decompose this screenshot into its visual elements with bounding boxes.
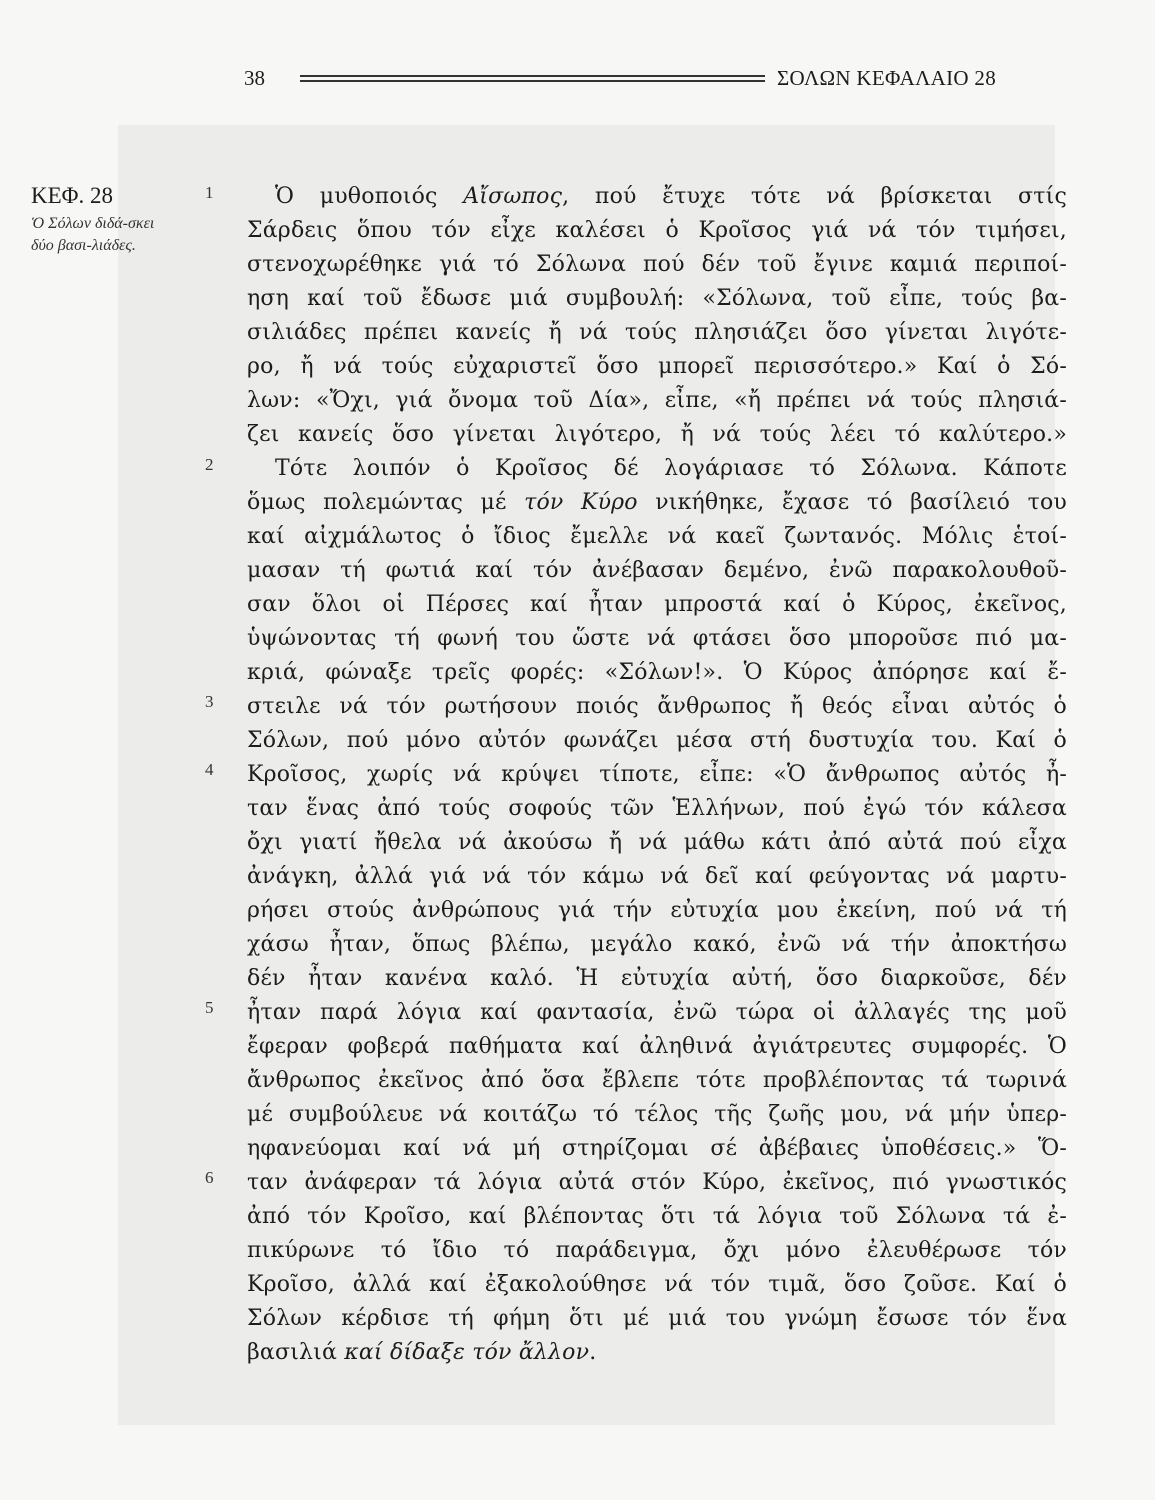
text-line: καί αἰχμάλωτος ὁ ἴδιος ἔμελλε νά καεῖ ζωντανός. Μόλις ἑτοί- xyxy=(247,524,1067,549)
text-line: ηση καί τοῦ ἔδωσε μιά συμβουλή: «Σόλωνα, τοῦ εἶπε, τούς βα- xyxy=(247,286,1067,311)
line-number: 3 xyxy=(205,692,214,711)
text-line: ἄνθρωπος ἐκεῖνος ἀπό ὅσα ἔβλεπε τότε προβλέποντας τά τωρινά xyxy=(247,1068,1067,1093)
text-line: Τότε λοιπόν ὁ Κροῖσος δέ λογάριασε τό Σόλωνα. Κάποτε xyxy=(275,456,1067,481)
chapter-label: ΚΕΦ. 28 xyxy=(31,183,113,208)
line-number: 5 xyxy=(205,998,214,1017)
text-line: ταν ἀνάφεραν τά λόγια αὐτά στόν Κύρο, ἐκεῖνος, πιό γνωστικός xyxy=(247,1170,1067,1195)
text-line: ρήσει στούς ἀνθρώπους γιά τήν εὐτυχία μου ἐκείνη, πού νά τή xyxy=(247,898,1067,923)
text-line: Κροῖσος, χωρίς νά κρύψει τίποτε, εἶπε: «Ὁ ἄνθρωπος αὐτός ἦ- xyxy=(247,762,1067,787)
text-line: στειλε νά τόν ρωτήσουν ποιός ἄνθρωπος ἤ θεός εἶναι αὐτός ὁ xyxy=(247,694,1067,719)
text-line: βασιλιά καί δίδαξε τόν ἄλλον. xyxy=(247,1340,597,1365)
running-head: ΣΟΛΩΝ ΚΕΦΑΛΑΙΟ 28 xyxy=(777,66,997,90)
text-line: κριά, φώναξε τρεῖς φορές: «Σόλων!». Ὁ Κύρος ἀπόρησε καί ἔ- xyxy=(247,660,1067,685)
page-header xyxy=(0,0,1155,120)
text-line: δέν ἦταν κανένα καλό. Ἡ εὐτυχία αὐτή, ὅσο διαρκοῦσε, δέν xyxy=(247,966,1067,991)
text-line: πικύρωνε τό ἴδιο τό παράδειγμα, ὄχι μόνο ἐλευθέρωσε τόν xyxy=(247,1238,1067,1263)
text-line: σιλιάδες πρέπει κανείς ἤ νά τούς πλησιάζει ὅσο γίνεται λιγότε- xyxy=(247,320,1067,345)
text-line: Σόλων, πού μόνο αὐτόν φωνάζει μέσα στή δυστυχία του. Καί ὁ xyxy=(247,728,1067,753)
text-line: ζει κανείς ὅσο γίνεται λιγότερο, ἤ νά τούς λέει τό καλύτερο.» xyxy=(247,422,1067,447)
text-line: Κροῖσο, ἀλλά καί ἐξακολούθησε νά τόν τιμᾶ, ὅσο ζοῦσε. Καί ὁ xyxy=(247,1272,1067,1297)
text-line: μασαν τή φωτιά καί τόν ἀνέβασαν δεμένο, ἐνῶ παρακολουθοῦ- xyxy=(247,558,1067,583)
line-number: 4 xyxy=(205,760,214,779)
text-line: Σάρδεις ὅπου τόν εἶχε καλέσει ὁ Κροῖσος γιά νά τόν τιμήσει, xyxy=(247,218,1067,243)
line-number: 2 xyxy=(205,455,214,474)
text-line: ἦταν παρά λόγια καί φαντασία, ἐνῶ τώρα οἱ ἀλλαγές της μοῦ xyxy=(247,1000,1067,1025)
body-text xyxy=(247,180,1067,1370)
text-line: ὑψώνοντας τή φωνή του ὥστε νά φτάσει ὅσο μποροῦσε πιό μα- xyxy=(247,626,1067,651)
text-line: Σόλων κέρδισε τή φήμη ὅτι μέ μιά του γνώμη ἔσωσε τόν ἕνα xyxy=(247,1306,1067,1331)
text-line: ρο, ἤ νά τούς εὐχαριστεῖ ὅσο μπορεῖ περισσότερο.» Καί ὁ Σό- xyxy=(247,354,1067,379)
chapter-summary: Ὁ Σόλων διδά-σκει δύο βασι-λιάδες. xyxy=(31,215,155,254)
line-number: 1 xyxy=(205,183,214,202)
text-line: Ὁ μυθοποιός Αἴσωπος, πού ἔτυχε τότε νά βρίσκεται στίς xyxy=(275,184,1067,209)
margin-note xyxy=(31,183,181,257)
text-line: σαν ὅλοι οἱ Πέρσες καί ἦταν μπροστά καί ὁ Κύρος, ἐκεῖνος, xyxy=(247,592,1067,617)
text-line: ἀπό τόν Κροῖσο, καί βλέποντας ὅτι τά λόγια τοῦ Σόλωνα τά ἐ- xyxy=(247,1204,1067,1229)
text-line: χάσω ἦταν, ὅπως βλέπω, μεγάλο κακό, ἐνῶ νά τήν ἀποκτήσω xyxy=(247,932,1067,957)
text-line: ἔφεραν φοβερά παθήματα καί ἀληθινά ἀγιάτρευτες συμφορές. Ὁ xyxy=(247,1034,1067,1059)
text-line: ὅμως πολεμώντας μέ τόν Κύρο νικήθηκε, ἔχασε τό βασίλειό του xyxy=(247,490,1067,515)
text-line: λων: «Ὄχι, γιά ὄνομα τοῦ Δία», εἶπε, «ἤ πρέπει νά τούς πλησιά- xyxy=(247,388,1067,413)
text-line: ηφανεύομαι καί νά μή στηρίζομαι σέ ἀβέβαιες ὑποθέσεις.» Ὅ- xyxy=(247,1136,1067,1161)
header-double-rule xyxy=(300,75,765,82)
text-line: ταν ἕνας ἀπό τούς σοφούς τῶν Ἑλλήνων, πού ἐγώ τόν κάλεσα xyxy=(247,796,1067,821)
text-line: στενοχωρέθηκε γιά τό Σόλωνα πού δέν τοῦ ἔγινε καμιά περιποί- xyxy=(247,252,1067,277)
text-line: μέ συμβούλευε νά κοιτάζω τό τέλος τῆς ζωῆς μου, νά μήν ὑπερ- xyxy=(247,1102,1067,1127)
text-line: ὄχι γιατί ἤθελα νά ἀκούσω ἤ νά μάθω κάτι ἀπό αὐτά πού εἶχα xyxy=(247,830,1067,855)
text-line: ἀνάγκη, ἀλλά γιά νά τόν κάμω νά δεῖ καί φεύγοντας νά μαρτυ- xyxy=(247,864,1067,889)
line-number: 6 xyxy=(205,1168,214,1187)
page-number: 38 xyxy=(244,66,265,90)
